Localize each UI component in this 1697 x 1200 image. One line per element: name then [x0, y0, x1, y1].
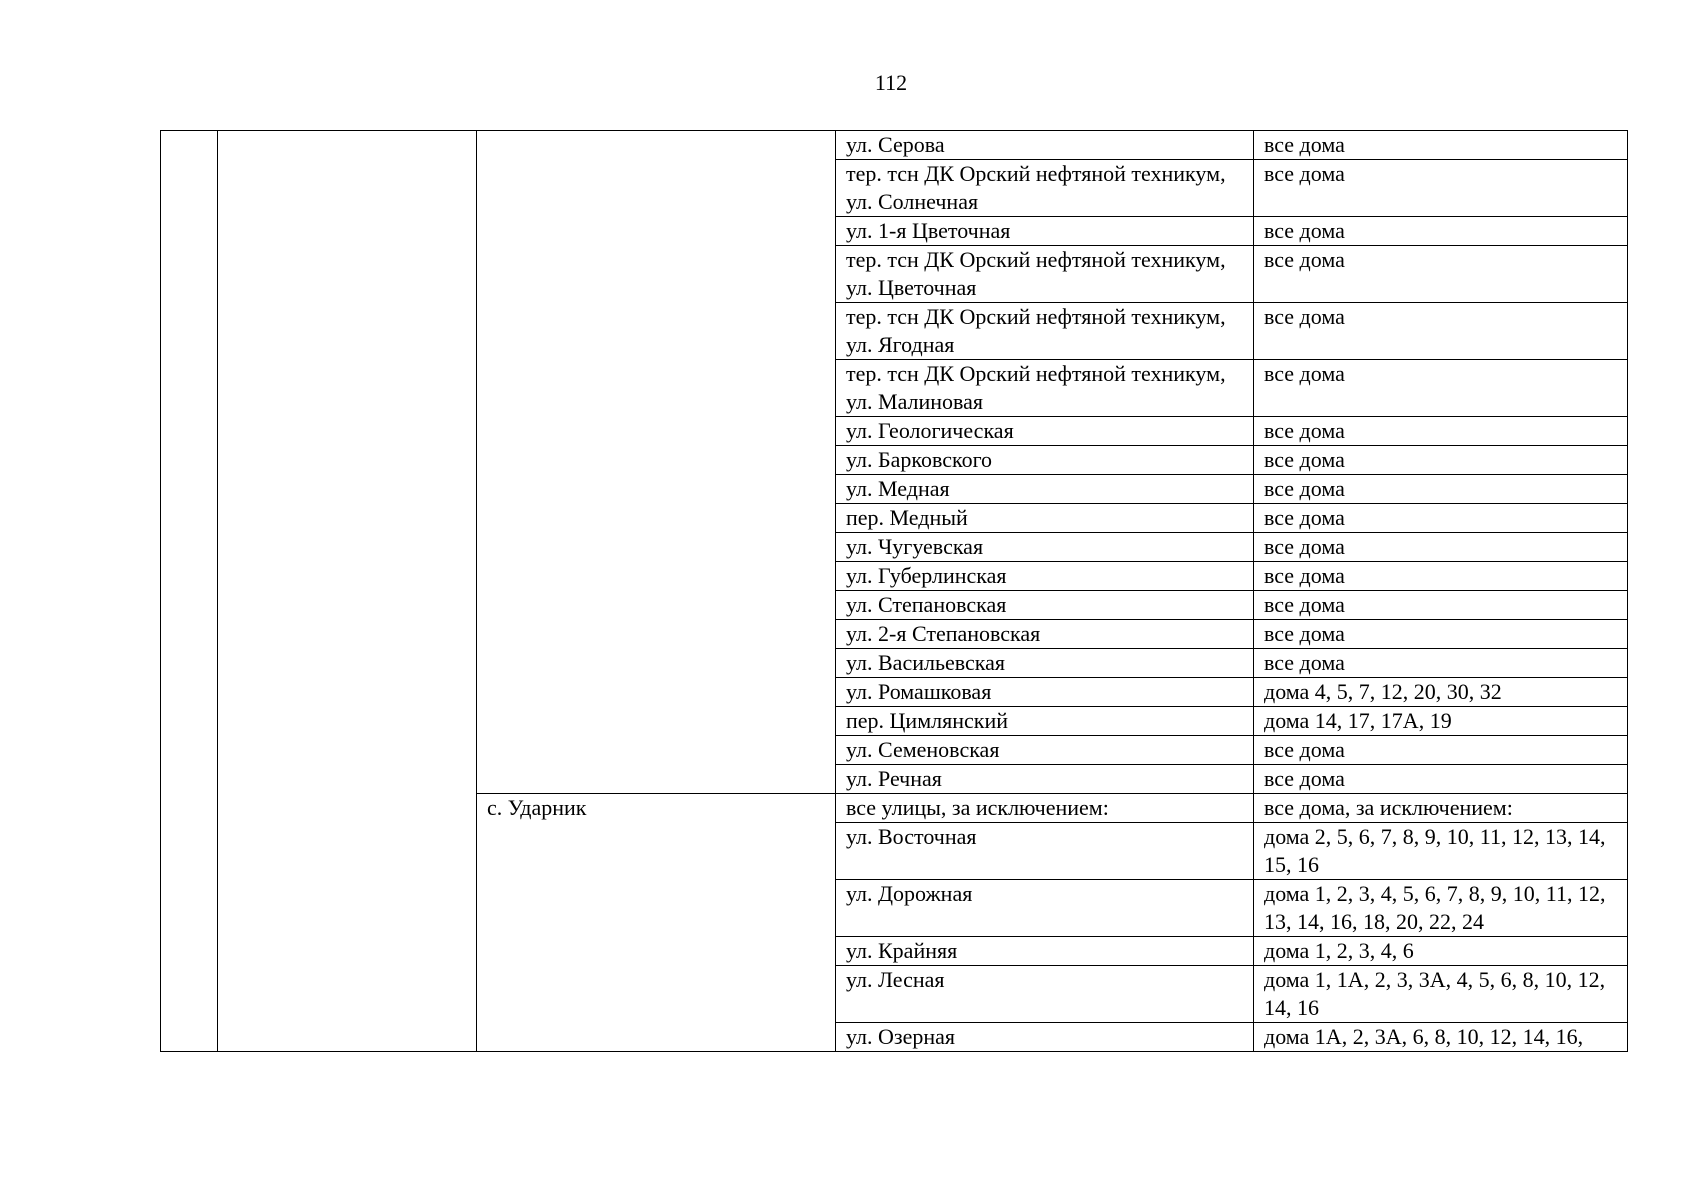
street-cell: ул. Озерная [836, 1023, 1254, 1052]
houses-cell: все дома [1254, 160, 1628, 217]
street-cell: тер. тсн ДК Орский нефтяной техникум, ул. Малиновая [836, 360, 1254, 417]
houses-cell: дома 1, 2, 3, 4, 5, 6, 7, 8, 9, 10, 11, 12, 13, 14, 16, 18, 20, 22, 24 [1254, 880, 1628, 937]
street-cell: все улицы, за исключением: [836, 794, 1254, 823]
houses-cell: дома 14, 17, 17А, 19 [1254, 707, 1628, 736]
houses-cell: все дома [1254, 620, 1628, 649]
houses-cell: дома 4, 5, 7, 12, 20, 30, 32 [1254, 678, 1628, 707]
number-cell [161, 131, 218, 1052]
houses-cell: все дома [1254, 736, 1628, 765]
street-cell: ул. Геологическая [836, 417, 1254, 446]
houses-cell: все дома [1254, 246, 1628, 303]
street-cell: тер. тсн ДК Орский нефтяной техникум, ул. Солнечная [836, 160, 1254, 217]
houses-cell: все дома [1254, 591, 1628, 620]
settlement-cell [477, 131, 836, 794]
houses-cell: все дома [1254, 533, 1628, 562]
street-cell: ул. Барковского [836, 446, 1254, 475]
street-cell: тер. тсн ДК Орский нефтяной техникум, ул. Цветочная [836, 246, 1254, 303]
address-table [160, 130, 1628, 1052]
street-cell: ул. 2-я Степановская [836, 620, 1254, 649]
houses-cell: все дома [1254, 475, 1628, 504]
houses-cell: дома 1, 1А, 2, 3, 3А, 4, 5, 6, 8, 10, 12, 14, 16 [1254, 966, 1628, 1023]
houses-cell: все дома [1254, 649, 1628, 678]
street-cell: ул. Речная [836, 765, 1254, 794]
street-cell: ул. Медная [836, 475, 1254, 504]
street-cell: тер. тсн ДК Орский нефтяной техникум, ул. Ягодная [836, 303, 1254, 360]
settlement-cell: с. Ударник [477, 794, 836, 1052]
street-cell: ул. Васильевская [836, 649, 1254, 678]
houses-cell: дома 2, 5, 6, 7, 8, 9, 10, 11, 12, 13, 14, 15, 16 [1254, 823, 1628, 880]
street-cell: ул. Губерлинская [836, 562, 1254, 591]
street-cell: ул. Лесная [836, 966, 1254, 1023]
houses-cell: все дома [1254, 446, 1628, 475]
houses-cell: все дома [1254, 303, 1628, 360]
address-table-body [161, 131, 1628, 1052]
houses-cell: дома 1А, 2, 3А, 6, 8, 10, 12, 14, 16, [1254, 1023, 1628, 1052]
street-cell: ул. 1-я Цветочная [836, 217, 1254, 246]
street-cell: ул. Степановская [836, 591, 1254, 620]
street-cell: пер. Цимлянский [836, 707, 1254, 736]
street-cell: ул. Чугуевская [836, 533, 1254, 562]
houses-cell: все дома, за исключением: [1254, 794, 1628, 823]
table-row [161, 131, 1628, 160]
street-cell: ул. Дорожная [836, 880, 1254, 937]
page-number: 112 [874, 70, 908, 95]
houses-cell: все дома [1254, 131, 1628, 160]
street-cell: ул. Семеновская [836, 736, 1254, 765]
street-cell: ул. Серова [836, 131, 1254, 160]
street-cell: ул. Ромашковая [836, 678, 1254, 707]
houses-cell: все дома [1254, 217, 1628, 246]
street-cell: пер. Медный [836, 504, 1254, 533]
houses-cell: все дома [1254, 504, 1628, 533]
district-cell [218, 131, 477, 1052]
houses-cell: все дома [1254, 562, 1628, 591]
houses-cell: все дома [1254, 765, 1628, 794]
houses-cell: дома 1, 2, 3, 4, 6 [1254, 937, 1628, 966]
street-cell: ул. Крайняя [836, 937, 1254, 966]
houses-cell: все дома [1254, 417, 1628, 446]
street-cell: ул. Восточная [836, 823, 1254, 880]
houses-cell: все дома [1254, 360, 1628, 417]
